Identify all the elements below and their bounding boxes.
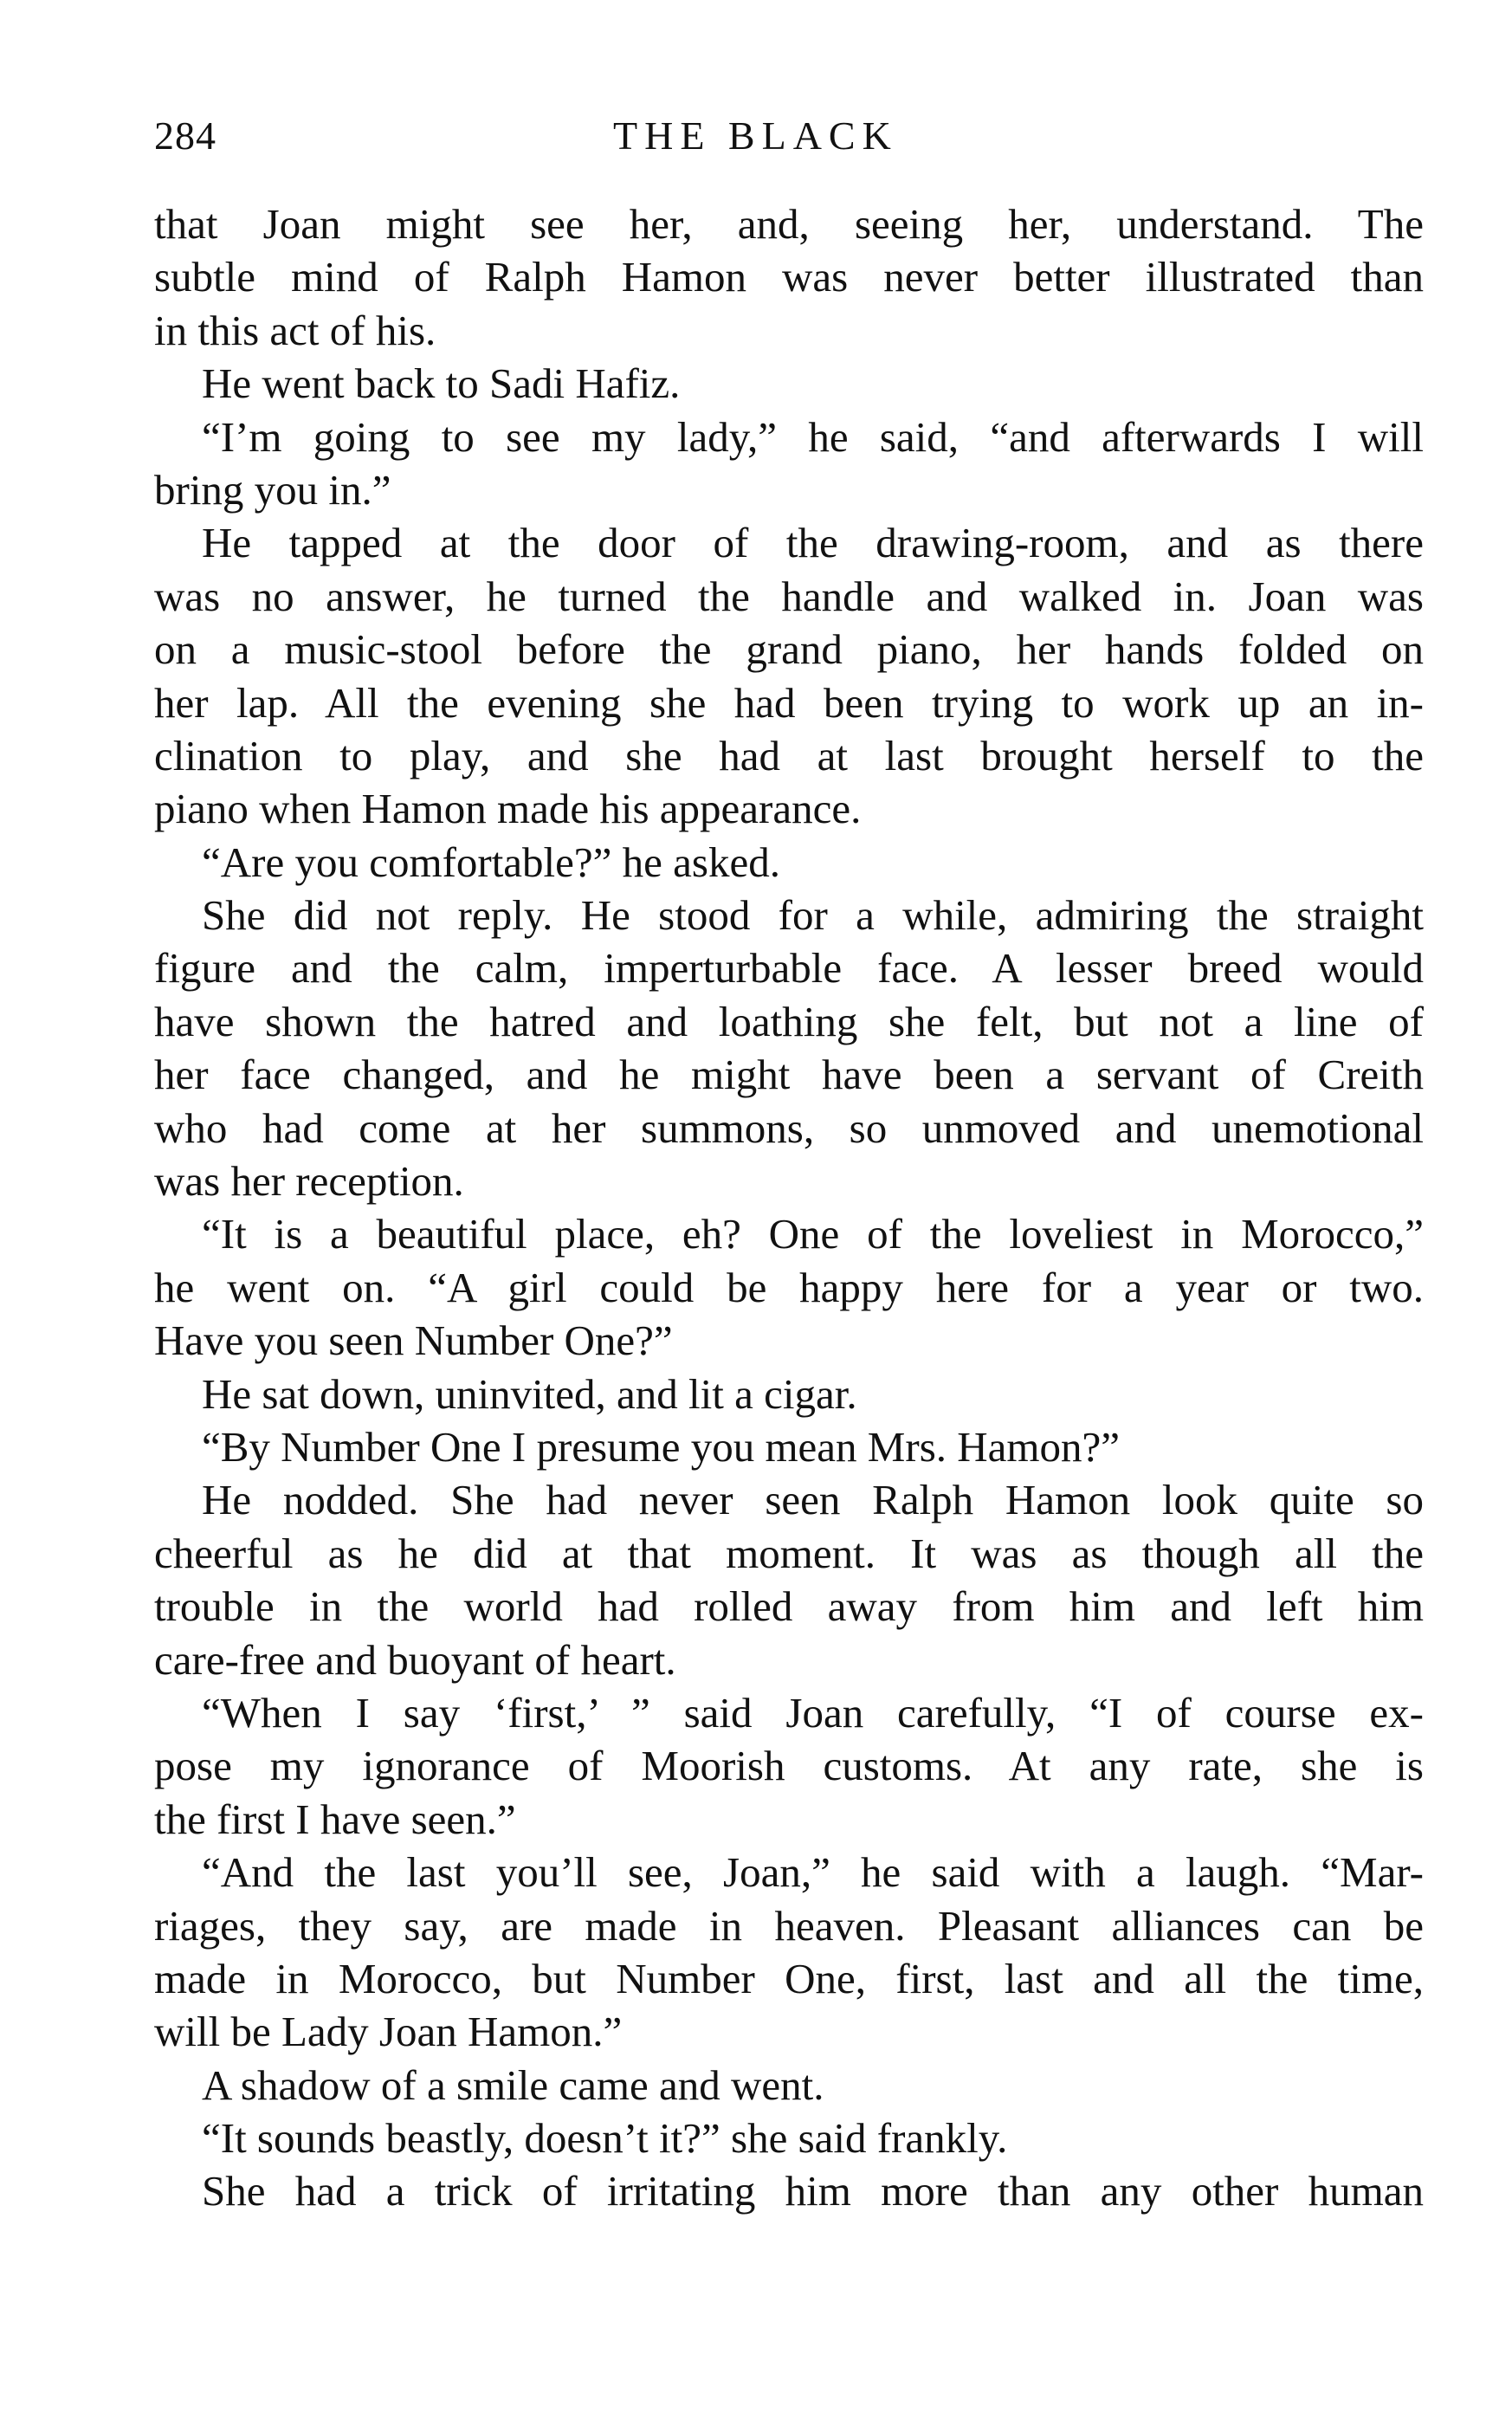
text-line: her lap. All the evening she had been trying to work up an in- xyxy=(154,678,1424,727)
text-line: She had a trick of irritating him more than any other human xyxy=(202,2167,1424,2215)
text-line: “Are you comfortable?” he asked. xyxy=(202,838,780,886)
text-line: was her reception. xyxy=(154,1157,464,1206)
text-line: the first I have seen.” xyxy=(154,1795,516,1843)
text-line: He nodded. She had never seen Ralph Hamon look quite so xyxy=(202,1476,1424,1524)
text-line: cheerful as he did at that moment. It was as though all the xyxy=(154,1529,1424,1577)
text-line: riages, they say, are made in heaven. Pleasant alliances can be xyxy=(154,1901,1424,1950)
text-line: pose my ignorance of Moorish customs. At any rate, she is xyxy=(154,1742,1424,1790)
page-number: 284 xyxy=(154,113,216,158)
text-line: will be Lady Joan Hamon.” xyxy=(154,2008,623,2056)
text-line: trouble in the world had rolled away from him and left him xyxy=(154,1582,1424,1631)
text-line: piano when Hamon made his appearance. xyxy=(154,785,862,833)
running-title: THE BLACK xyxy=(613,113,898,158)
text-line: “It sounds beastly, doesn’t it?” she said frankly. xyxy=(202,2114,1008,2163)
page-header xyxy=(154,113,1418,173)
text-line: he went on. “A girl could be happy here for a year or two. xyxy=(154,1263,1424,1311)
text-line: was no answer, he turned the handle and walked in. Joan was xyxy=(154,572,1424,620)
text-line: have shown the hatred and loathing she felt, but not a line of xyxy=(154,997,1424,1045)
text-line: on a music-stool before the grand piano, her hands folded on xyxy=(154,625,1424,674)
text-line: “When I say ‘first,’ ” said Joan carefully, “I of course ex- xyxy=(202,1688,1424,1737)
text-line: “By Number One I presume you mean Mrs. Hamon?” xyxy=(202,1422,1121,1471)
text-line: “It is a beautiful place, eh? One of the loveliest in Morocco,” xyxy=(202,1210,1424,1258)
text-line: “I’m going to see my lady,” he said, “and afterwards I will xyxy=(202,412,1424,461)
text-line: Have you seen Number One?” xyxy=(154,1316,673,1365)
body-text xyxy=(154,197,1424,2218)
text-line: He tapped at the door of the drawing-room, and as there xyxy=(202,519,1424,567)
text-line: that Joan might see her, and, seeing her, understand. The xyxy=(154,200,1424,248)
text-line: made in Morocco, but Number One, first, last and all the time, xyxy=(154,1954,1424,2002)
text-line: subtle mind of Ralph Hamon was never better illustrated than xyxy=(154,253,1424,301)
text-line: bring you in.” xyxy=(154,465,391,514)
text-line: care-free and buoyant of heart. xyxy=(154,1635,676,1684)
text-line: in this act of his. xyxy=(154,306,436,354)
text-line: figure and the calm, imperturbable face. A lesser breed would xyxy=(154,944,1424,993)
text-line: She did not reply. He stood for a while, admiring the straight xyxy=(202,891,1424,940)
text-line: clination to play, and she had at last brought herself to the xyxy=(154,731,1424,779)
text-line: “And the last you’ll see, Joan,” he said with a laugh. “Mar- xyxy=(202,1848,1424,1897)
text-line: He sat down, uninvited, and lit a cigar. xyxy=(202,1369,857,1418)
text-line: A shadow of a smile came and went. xyxy=(202,2060,824,2109)
text-line: who had come at her summons, so unmoved and unemotional xyxy=(154,1103,1424,1152)
text-line: He went back to Sadi Hafiz. xyxy=(202,359,681,408)
text-line: her face changed, and he might have been a servant of Creith xyxy=(154,1051,1424,1099)
